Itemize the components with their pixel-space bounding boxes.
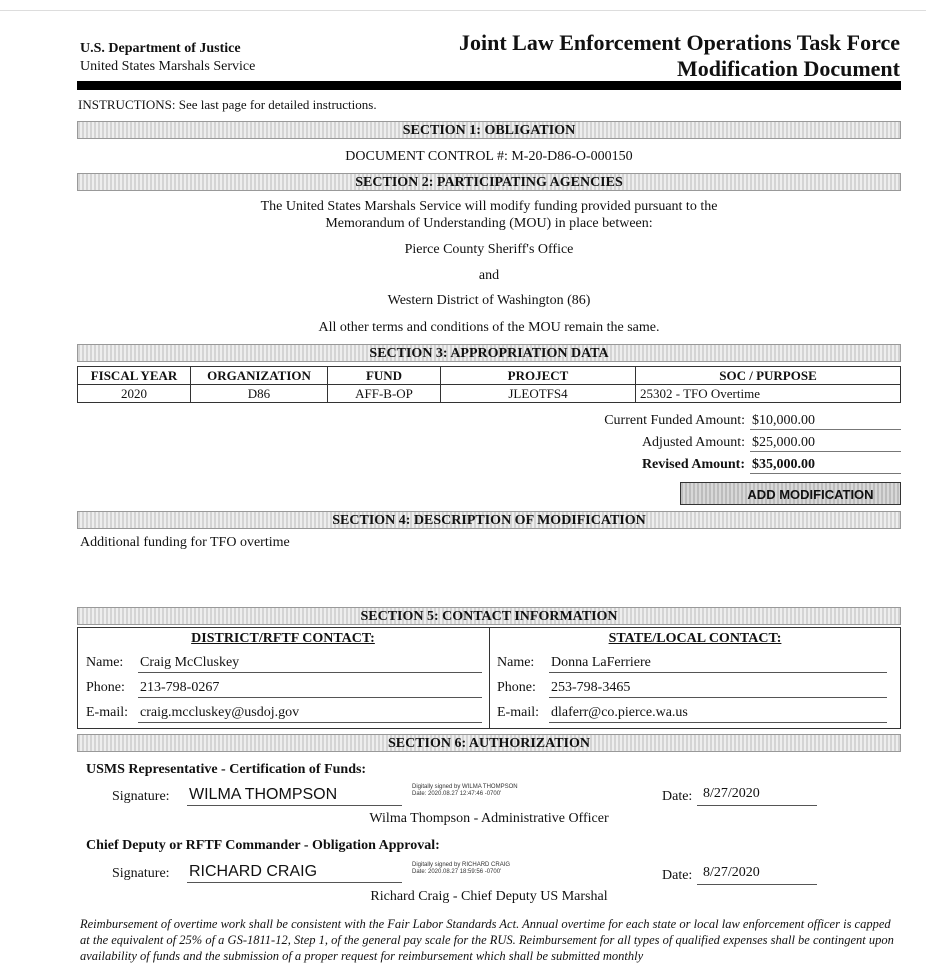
document-subtitle: Modification Document: [676, 56, 900, 81]
section-4-header: SECTION 4: DESCRIPTION OF MODIFICATION: [77, 511, 901, 529]
agencies-intro-line1: The United States Marshals Service will modify funding provided pursuant to the: [260, 199, 718, 214]
current-funded-row: [560, 411, 901, 431]
chief-signature-label: Signature:: [112, 866, 170, 881]
state-contact-heading: STATE/LOCAL CONTACT:: [608, 631, 782, 646]
usms-certification-heading: USMS Representative - Certification of Funds:: [86, 762, 367, 777]
col-fund: FUND: [328, 367, 441, 385]
cell-fiscal-year: 2020: [78, 385, 191, 403]
usms-signature-label: Signature:: [112, 789, 170, 804]
section-1-header: SECTION 1: OBLIGATION: [77, 121, 901, 139]
chief-digital-signature: [412, 862, 510, 876]
col-fiscal-year: FISCAL YEAR: [78, 367, 191, 385]
col-project: PROJECT: [441, 367, 636, 385]
email-label: E-mail:: [86, 705, 128, 720]
chief-date-field[interactable]: 8/27/2020: [697, 865, 817, 885]
section-5-header: SECTION 5: CONTACT INFORMATION: [77, 607, 901, 625]
district-phone-field: [86, 680, 482, 700]
usms-signature-field[interactable]: WILMA THOMPSON: [187, 786, 402, 806]
col-organization: ORGANIZATION: [191, 367, 328, 385]
col-soc-purpose: SOC / PURPOSE: [636, 367, 901, 385]
reimbursement-footer: Reimbursement of overtime work shall be consistent with the Fair Labor Standards Act. Annual overtime for each state or local law enforcement officer is capped at the equivalent of 25% of a GS-1811-12, Step 1, of the general pay scale for the RUS. Reimbursement for all types of qualified expenses shall be contingent upon availability of funds and the submission of a proper request for reimbursement which shall be submitted monthly: [80, 917, 894, 963]
section-6-header: SECTION 6: AUTHORIZATION: [77, 734, 901, 752]
name-label: Name:: [86, 655, 124, 670]
district-name-field: [86, 655, 482, 675]
agency-and: and: [478, 268, 500, 283]
usms-date-label: Date:: [662, 789, 693, 804]
service-name: United States Marshals Service: [80, 59, 256, 74]
usms-date-field[interactable]: 8/27/2020: [697, 786, 817, 806]
phone-label: Phone:: [86, 680, 125, 695]
usms-digital-signed-by: Digitally signed by WILMA THOMPSON: [412, 784, 518, 790]
usms-name-title: Wilma Thompson - Administrative Officer: [369, 811, 609, 826]
district-email-input[interactable]: craig.mccluskey@usdoj.gov: [138, 705, 482, 723]
cell-organization: D86: [191, 385, 328, 403]
modification-description[interactable]: Additional funding for TFO overtime: [80, 535, 290, 550]
adjusted-row: [560, 433, 901, 453]
instructions-text: INSTRUCTIONS: See last page for detailed instructions.: [78, 97, 377, 112]
district-email-field: [86, 705, 482, 725]
chief-name-title: Richard Craig - Chief Deputy US Marshal: [370, 889, 608, 904]
top-divider: [0, 10, 926, 11]
chief-signature-field[interactable]: RICHARD CRAIG: [187, 863, 402, 883]
state-phone-field: [497, 680, 887, 700]
document-title: Joint Law Enforcement Operations Task Force: [458, 30, 900, 55]
revised-label: Revised Amount:: [641, 457, 745, 472]
mou-terms: All other terms and conditions of the MOU remain the same.: [318, 320, 660, 335]
state-name-input[interactable]: Donna LaFerriere: [549, 655, 887, 673]
usms-digital-signature: [412, 784, 518, 798]
document-control-number: DOCUMENT CONTROL #: M-20-D86-O-000150: [345, 149, 633, 164]
email-label: E-mail:: [497, 705, 539, 720]
current-funded-value: $10,000.00: [750, 413, 901, 430]
add-modification-button[interactable]: ADD MODIFICATION: [680, 482, 901, 505]
name-label: Name:: [497, 655, 535, 670]
appropriation-table: [77, 366, 901, 403]
district-phone-input[interactable]: 213-798-0267: [138, 680, 482, 698]
cell-fund: AFF-B-OP: [328, 385, 441, 403]
state-email-field: [497, 705, 887, 725]
district-name-input[interactable]: Craig McCluskey: [138, 655, 482, 673]
adjusted-value[interactable]: $25,000.00: [750, 435, 901, 452]
section-2-header: SECTION 2: PARTICIPATING AGENCIES: [77, 173, 901, 191]
section-3-header: SECTION 3: APPROPRIATION DATA: [77, 344, 901, 362]
table-row: [78, 385, 901, 403]
chief-date-label: Date:: [662, 868, 693, 883]
adjusted-label: Adjusted Amount:: [641, 435, 745, 450]
state-name-field: [497, 655, 887, 675]
header-bar: [77, 81, 901, 90]
state-phone-input[interactable]: 253-798-3465: [549, 680, 887, 698]
chief-digital-signed-by: Digitally signed by RICHARD CRAIG: [412, 862, 511, 868]
revised-row: [560, 455, 901, 475]
chief-approval-heading: Chief Deputy or RFTF Commander - Obligation Approval:: [86, 838, 440, 853]
cell-soc-purpose: 25302 - TFO Overtime: [636, 385, 901, 403]
phone-label: Phone:: [497, 680, 536, 695]
chief-digital-date: Date: 2020.08.27 18:59:56 -0700': [412, 869, 502, 875]
agency-1: Pierce County Sheriff's Office: [404, 242, 574, 257]
usms-digital-date: Date: 2020.08.27 12:47:46 -0700': [412, 791, 502, 797]
current-funded-label: Current Funded Amount:: [604, 413, 745, 428]
agency-2: Western District of Washington (86): [387, 293, 591, 308]
revised-value: $35,000.00: [750, 457, 901, 474]
department-name: U.S. Department of Justice: [80, 41, 241, 56]
state-email-input[interactable]: dlaferr@co.pierce.wa.us: [549, 705, 887, 723]
district-contact-heading: DISTRICT/RFTF CONTACT:: [191, 631, 375, 646]
cell-project: JLEOTFS4: [441, 385, 636, 403]
agencies-intro-line2: Memorandum of Understanding (MOU) in place between:: [325, 216, 653, 231]
